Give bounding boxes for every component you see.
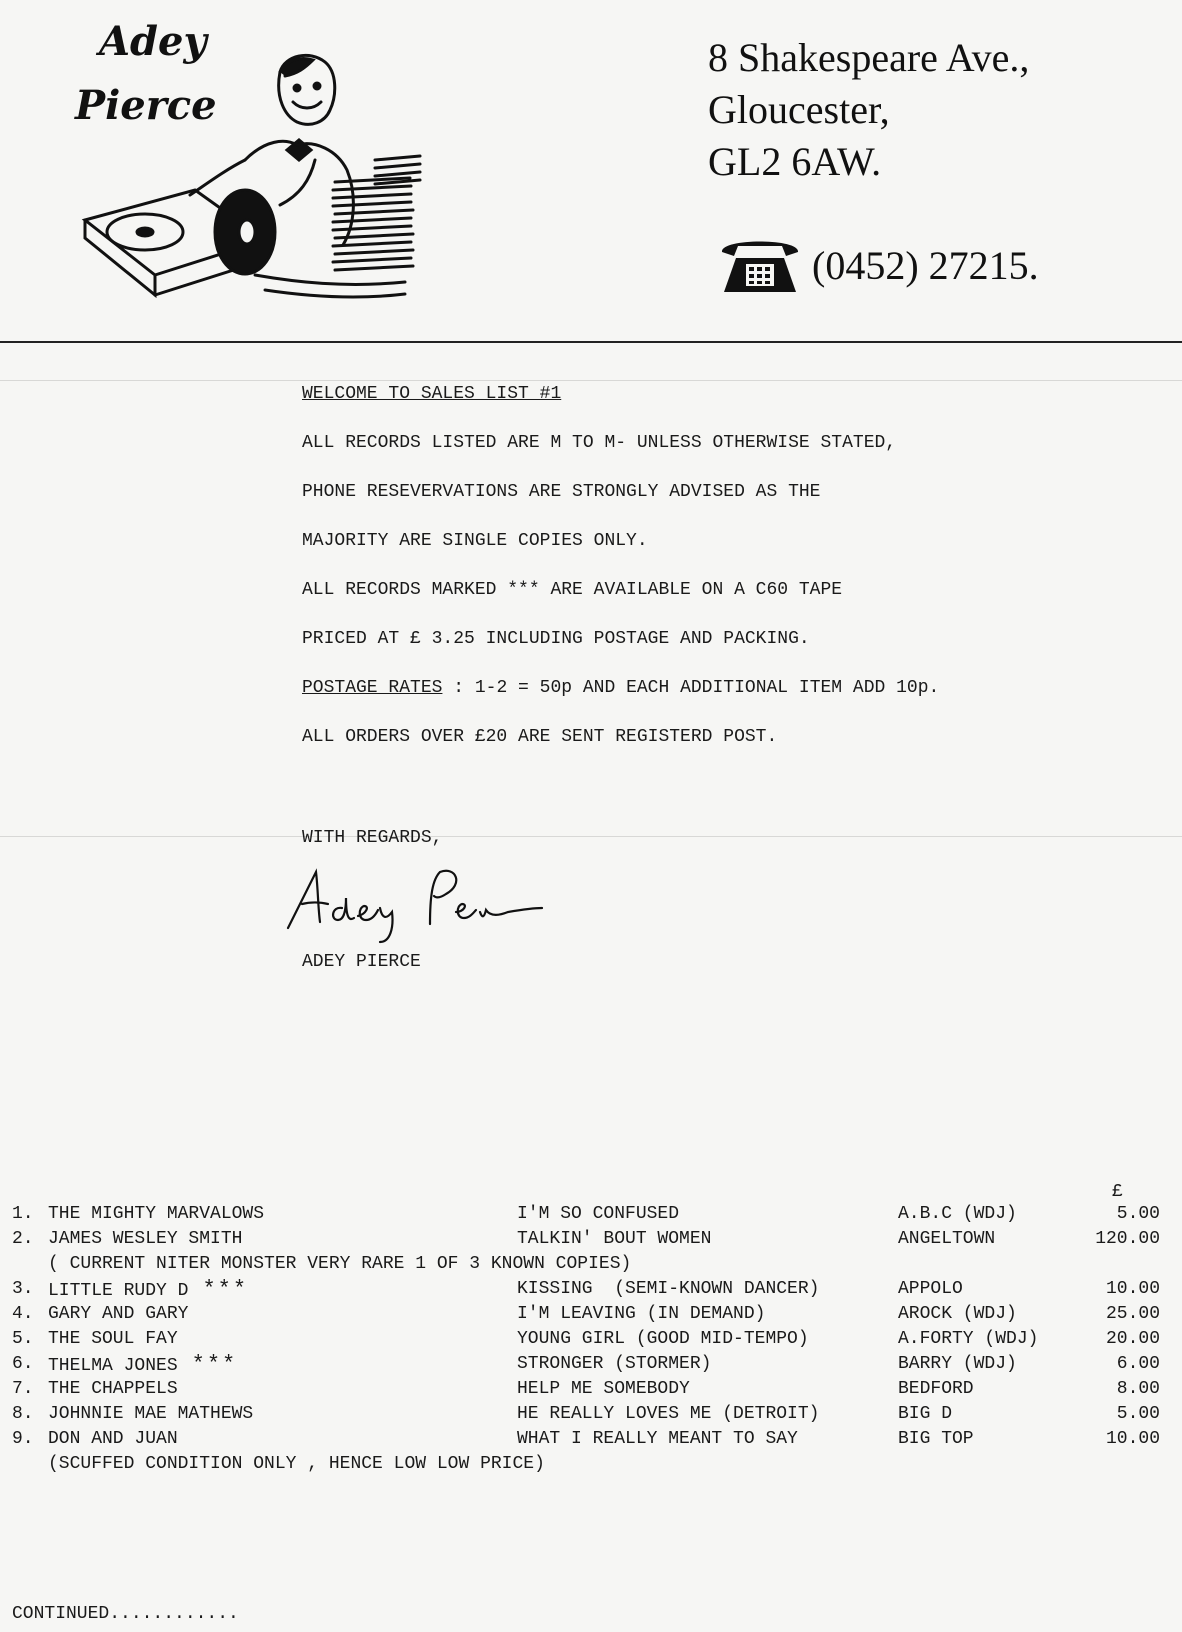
item-price: 5.00	[1116, 1204, 1160, 1224]
item-number: 5.	[12, 1329, 34, 1349]
phone-number: (0452) 27215.	[812, 243, 1039, 288]
item-number: 4.	[12, 1304, 34, 1324]
item-number: 1.	[12, 1204, 34, 1224]
item-artist-name: LITTLE RUDY D	[48, 1281, 189, 1301]
item-title: HE REALLY LOVES ME (DETROIT)	[517, 1404, 820, 1424]
item-number: 7.	[12, 1379, 34, 1399]
letter-heading: WELCOME TO SALES LIST #1	[302, 384, 562, 404]
item-label: APPOLO	[898, 1279, 963, 1299]
item-artist-name: THE CHAPPELS	[48, 1379, 178, 1399]
logo-name-last: Pierce	[75, 82, 217, 129]
logo-name-first: Adey	[99, 18, 207, 65]
item-label: A.FORTY (WDJ)	[898, 1329, 1039, 1349]
item-artist	[48, 1327, 178, 1352]
item-price: 10.00	[1105, 1279, 1160, 1299]
table-row-note	[12, 1252, 1172, 1277]
item-artist	[48, 1302, 188, 1327]
item-price: 6.00	[1116, 1354, 1160, 1374]
item-price: 5.00	[1116, 1404, 1160, 1424]
item-label: ANGELTOWN	[898, 1229, 996, 1249]
letter-line: ALL RECORDS LISTED ARE M TO M- UNLESS OTHERWISE STATED,	[302, 433, 897, 453]
letter-line: MAJORITY ARE SINGLE COPIES ONLY.	[302, 531, 648, 551]
address-postcode: GL2 6AW.	[708, 139, 882, 184]
handwritten-signature	[280, 858, 550, 948]
table-row-note	[12, 1452, 1172, 1477]
item-artist-name: GARY AND GARY	[48, 1304, 189, 1324]
item-artist-name: THE MIGHTY MARVALOWS	[48, 1204, 265, 1224]
table-row	[12, 1402, 1172, 1427]
item-title: KISSING (SEMI-KNOWN DANCER)	[517, 1279, 820, 1299]
item-label: A.B.C (WDJ)	[898, 1204, 1017, 1224]
item-artist	[48, 1402, 253, 1427]
sales-list	[12, 1202, 1172, 1477]
letter-line: ALL ORDERS OVER £20 ARE SENT REGISTERD POST.	[302, 727, 778, 747]
item-artist	[48, 1352, 237, 1379]
item-artist-name: DON AND JUAN	[48, 1429, 178, 1449]
letter-body	[302, 380, 939, 772]
item-artist	[48, 1202, 264, 1227]
letter-line: PHONE RESEVERVATIONS ARE STRONGLY ADVISED AS THE	[302, 482, 821, 502]
item-label: BARRY (WDJ)	[898, 1354, 1017, 1374]
item-title: I'M LEAVING (IN DEMAND)	[517, 1304, 766, 1324]
tape-available-stars: ***	[202, 1277, 249, 1302]
item-note: ( CURRENT NITER MONSTER VERY RARE 1 OF 3 KNOWN COPIES)	[48, 1254, 632, 1274]
telephone-icon	[716, 232, 804, 298]
item-number: 3.	[12, 1279, 34, 1299]
continued-footer: CONTINUED............	[12, 1604, 239, 1624]
item-title: TALKIN' BOUT WOMEN	[517, 1229, 712, 1249]
signature-name: ADEY PIERCE	[302, 952, 421, 972]
item-title: YOUNG GIRL (GOOD MID-TEMPO)	[517, 1329, 809, 1349]
item-artist-name: JAMES WESLEY SMITH	[48, 1229, 243, 1249]
letter-line: PRICED AT £ 3.25 INCLUDING POSTAGE AND PACKING.	[302, 629, 810, 649]
item-title: STRONGER (STORMER)	[517, 1354, 712, 1374]
table-row	[12, 1352, 1172, 1377]
table-row	[12, 1427, 1172, 1452]
item-title: HELP ME SOMEBODY	[517, 1379, 690, 1399]
item-label: AROCK (WDJ)	[898, 1304, 1017, 1324]
item-label: BIG D	[898, 1404, 953, 1424]
item-note: (SCUFFED CONDITION ONLY , HENCE LOW LOW PRICE)	[48, 1454, 545, 1474]
item-artist	[48, 1427, 178, 1452]
item-artist	[48, 1277, 248, 1304]
item-label: BEDFORD	[898, 1379, 974, 1399]
table-row	[12, 1227, 1172, 1252]
item-artist-name: JOHNNIE MAE MATHEWS	[48, 1404, 254, 1424]
item-artist	[48, 1227, 242, 1252]
item-number: 9.	[12, 1429, 34, 1449]
postage-rates-line	[302, 674, 939, 723]
fold-crease	[0, 836, 1182, 837]
letter-line: ALL RECORDS MARKED *** ARE AVAILABLE ON A C60 TAPE	[302, 580, 843, 600]
postage-rates-label: POSTAGE RATES	[302, 678, 443, 698]
address-city: Gloucester,	[708, 87, 890, 132]
item-number: 8.	[12, 1404, 34, 1424]
item-artist-name: THELMA JONES	[48, 1356, 178, 1376]
closing-regards: WITH REGARDS,	[302, 828, 443, 848]
item-price: 25.00	[1105, 1304, 1160, 1324]
item-artist-name: THE SOUL FAY	[48, 1329, 178, 1349]
item-number: 2.	[12, 1229, 34, 1249]
address-street: 8 Shakespeare Ave.,	[708, 35, 1030, 80]
header-divider	[0, 341, 1182, 343]
item-title: I'M SO CONFUSED	[517, 1204, 680, 1224]
postage-rates-text: : 1-2 = 50p AND EACH ADDITIONAL ITEM ADD 10p.	[442, 678, 940, 698]
dj-logo	[75, 10, 445, 310]
item-number: 6.	[12, 1354, 34, 1374]
item-price: 8.00	[1116, 1379, 1160, 1399]
item-price: 10.00	[1105, 1429, 1160, 1449]
price-currency-header: £	[1112, 1182, 1123, 1202]
tape-available-stars: ***	[191, 1352, 238, 1377]
item-price: 20.00	[1105, 1329, 1160, 1349]
item-label: BIG TOP	[898, 1429, 974, 1449]
item-price: 120.00	[1095, 1229, 1160, 1249]
item-artist	[48, 1377, 178, 1402]
table-row	[12, 1277, 1172, 1302]
table-row	[12, 1302, 1172, 1327]
table-row	[12, 1377, 1172, 1402]
table-row	[12, 1327, 1172, 1352]
letterhead-address	[708, 32, 1029, 188]
table-row	[12, 1202, 1172, 1227]
item-title: WHAT I REALLY MEANT TO SAY	[517, 1429, 798, 1449]
